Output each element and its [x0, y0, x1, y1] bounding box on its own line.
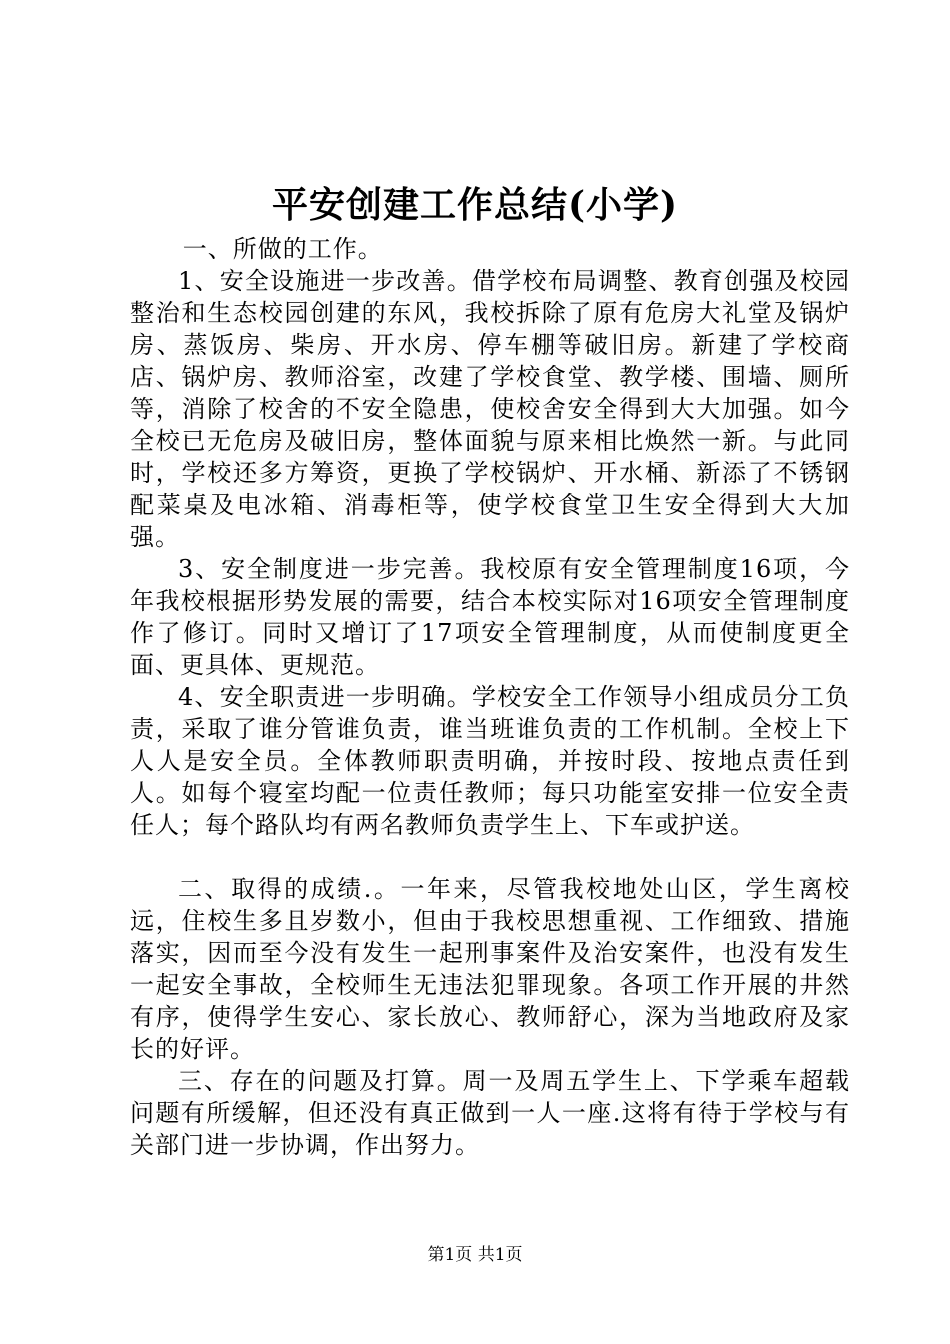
paragraph-problems-plans: 三、存在的问题及打算。周一及周五学生上、下学乘车超载问题有所缓解，但还没有真正做到一人一座.这将有待于学校与有关部门进一步协调，作出努力。	[130, 1067, 850, 1159]
paragraph-safety-rules: 3、安全制度进一步完善。我校原有安全管理制度16项，今年我校根据形势发展的需要，结合本校实际对16项安全管理制度作了修订。同时又增订了17项安全管理制度，从而使制度更全面、更具体、更规范。	[130, 555, 850, 679]
paragraph-achievements: 二、取得的成绩.。一年来，尽管我校地处山区，学生离校远，住校生多且岁数小，但由于我校思想重视、工作细致、措施落实，因而至今没有发生一起刑事案件及治安案件，也没有发生一起安全事故，全校师生无违法犯罪现象。各项工作开展的井然有序，使得学生安心、家长放心、教师舒心，深为当地政府及家长的好评。	[130, 875, 850, 1063]
paragraph-spacer	[130, 841, 850, 873]
document-title: 平安创建工作总结(小学)	[271, 184, 679, 226]
document-body	[130, 233, 850, 1161]
paragraph-safety-facilities: 1、安全设施进一步改善。借学校布局调整、教育创强及校园整治和生态校园创建的东风，我校拆除了原有危房大礼堂及锅炉房、蒸饭房、柴房、开水房、停车棚等破旧房。新建了学校商店、锅炉房、教师浴室，改建了学校食堂、教学楼、围墙、厕所等，消除了校舍的不安全隐患，使校舍安全得到大大加强。如今全校已无危房及破旧房，整体面貌与原来相比焕然一新。与此同时，学校还多方筹资，更换了学校锅炉、开水桶、新添了不锈钢配菜桌及电冰箱、消毒柜等，使学校食堂卫生安全得到大大加强。	[130, 267, 850, 551]
paragraph-safety-duties: 4、安全职责进一步明确。学校安全工作领导小组成员分工负责，采取了谁分管谁负责，谁当班谁负责的工作机制。全校上下人人是安全员。全体教师职责明确，并按时段、按地点责任到人。如每个寝室均配一位责任教师；每只功能室安排一位安全责任人；每个路队均有两名教师负责学生上、下车或护送。	[130, 683, 850, 839]
page-footer: 第1页 共1页	[427, 1245, 523, 1265]
paragraph-section-1-heading: 一、所做的工作。	[182, 235, 383, 263]
